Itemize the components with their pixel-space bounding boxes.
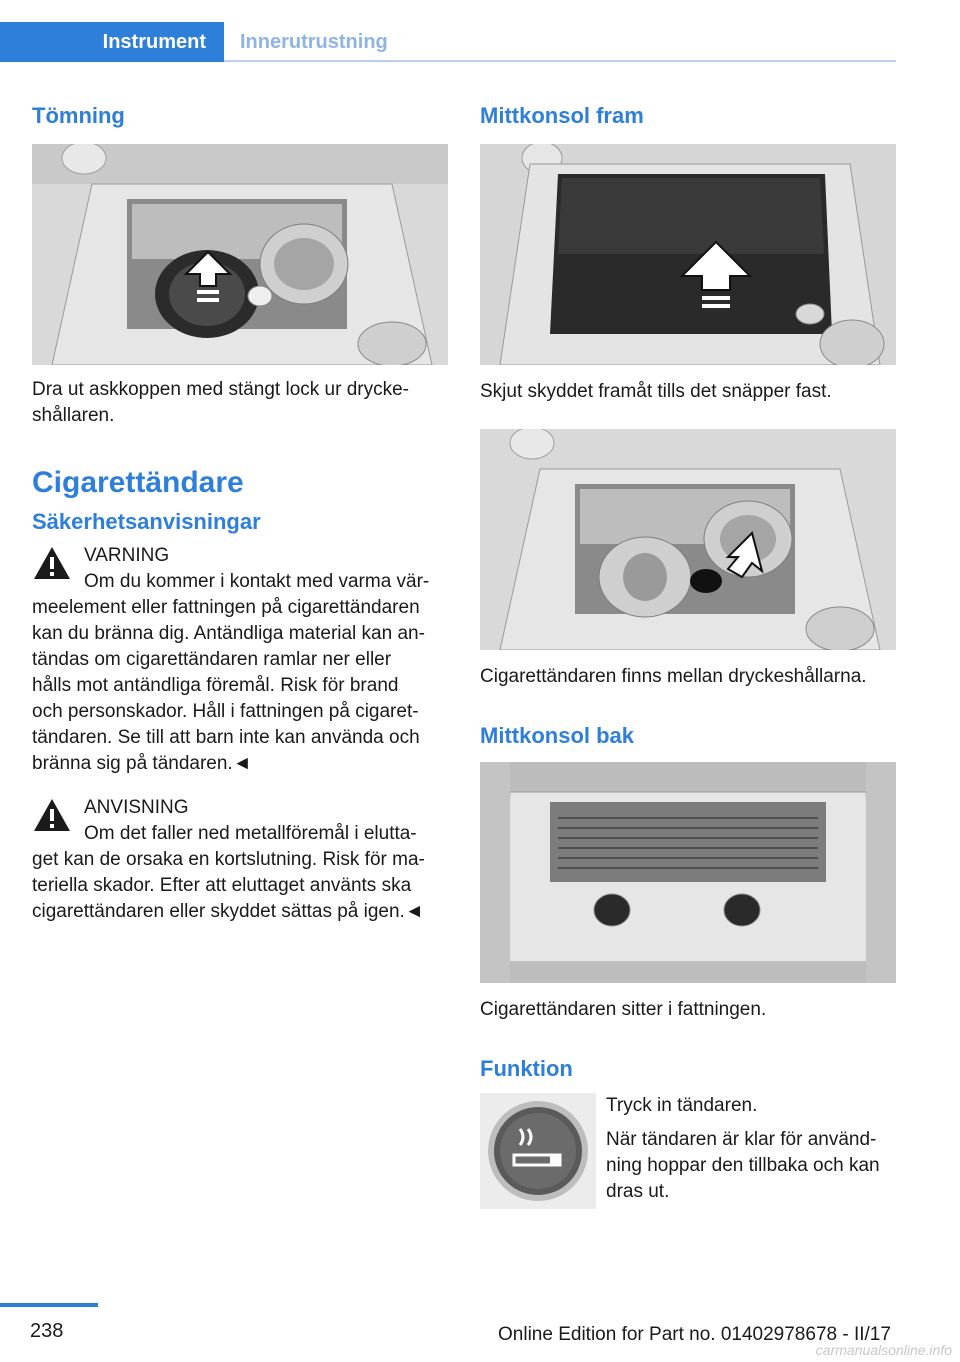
function-step-2-line-1: När tändaren är klar för använd‐ (606, 1129, 877, 1150)
warning-label: VARNING (84, 545, 170, 566)
cigarette-lighter-icon (480, 1093, 596, 1209)
warning-block (32, 543, 448, 777)
warning-text-line-1: Om du kommer i kontakt med varma vär‐ (84, 571, 430, 592)
warning-text-line: tändaren. Se till att barn inte kan använda och (32, 727, 420, 748)
page-number: 238 (30, 1320, 64, 1342)
right-column (480, 100, 896, 1213)
notice-block (32, 795, 448, 925)
function-text (606, 1093, 898, 1205)
front-console-caption: Skjut skyddet framåt tills det snäpper fast. (480, 381, 832, 402)
notice-label: ANVISNING (84, 797, 189, 818)
section-title-cigarettandare: Cigarettändare (32, 466, 244, 499)
tab-innerutrustning[interactable]: Innerutrustning (240, 31, 388, 53)
section-heading-mittkonsol-bak: Mittkonsol bak (480, 723, 635, 748)
warning-text-line: bränna sig på tändaren.◄ (32, 753, 252, 774)
warning-text-line: meelement eller fattningen på cigarettändaren (32, 597, 420, 618)
front-console-cover-image (480, 144, 896, 365)
notice-text-line: get kan de orsaka en kortslutning. Risk för ma‐ (32, 849, 425, 870)
header-bar (0, 0, 960, 64)
lighter-location-image (480, 429, 896, 650)
rear-console-image (480, 762, 896, 983)
warning-triangle-icon (32, 797, 72, 833)
function-step-2-line-3: dras ut. (606, 1181, 670, 1202)
warning-text-line: och personskador. Håll i fattningen på cigaret‐ (32, 701, 419, 722)
function-step-1: Tryck in tändaren. (606, 1095, 758, 1116)
watermark: carmanualsonline.info (815, 1342, 952, 1358)
edition-text: Online Edition for Part no. 01402978678 - II/17 (498, 1324, 891, 1345)
warning-text-line: hålls mot antändliga föremål. Risk för brand (32, 675, 399, 696)
warning-triangle-icon (32, 545, 72, 581)
function-block (480, 1093, 896, 1213)
notice-text-line-1: Om det faller ned metallföremål i elutta‐ (84, 823, 417, 844)
header-divider (224, 60, 896, 62)
notice-text-line: teriella skador. Efter att eluttaget använts ska (32, 875, 412, 896)
rear-console-caption: Cigarettändaren sitter i fattningen. (480, 999, 767, 1020)
tomning-caption-line-2: shållaren. (32, 405, 115, 426)
page-number-bar (0, 1303, 98, 1307)
ashtray-removal-image (32, 144, 448, 365)
section-heading-tomning: Tömning (32, 103, 125, 128)
section-heading-funktion: Funktion (480, 1056, 573, 1081)
section-heading-mittkonsol-fram: Mittkonsol fram (480, 103, 644, 128)
tomning-caption-line-1: Dra ut askkoppen med stängt lock ur drycke‐ (32, 379, 410, 400)
function-step-2-line-2: ning hoppar den tillbaka och kan (606, 1155, 880, 1176)
warning-text-continuation (32, 595, 448, 777)
notice-text-continuation (32, 847, 448, 925)
tab-instrument[interactable]: Instrument (0, 22, 224, 62)
notice-text-line: cigarettändaren eller skyddet sättas på igen.◄ (32, 901, 424, 922)
warning-text-line: kan du bränna dig. Antändliga material kan an‐ (32, 623, 425, 644)
warning-text-line: tändas om cigarettändaren ramlar ner eller (32, 649, 392, 670)
subsection-sakerhetsanvisningar: Säkerhetsanvisningar (32, 509, 261, 534)
left-column (32, 100, 448, 925)
lighter-location-caption: Cigarettändaren finns mellan dryckeshållarna. (480, 666, 867, 687)
